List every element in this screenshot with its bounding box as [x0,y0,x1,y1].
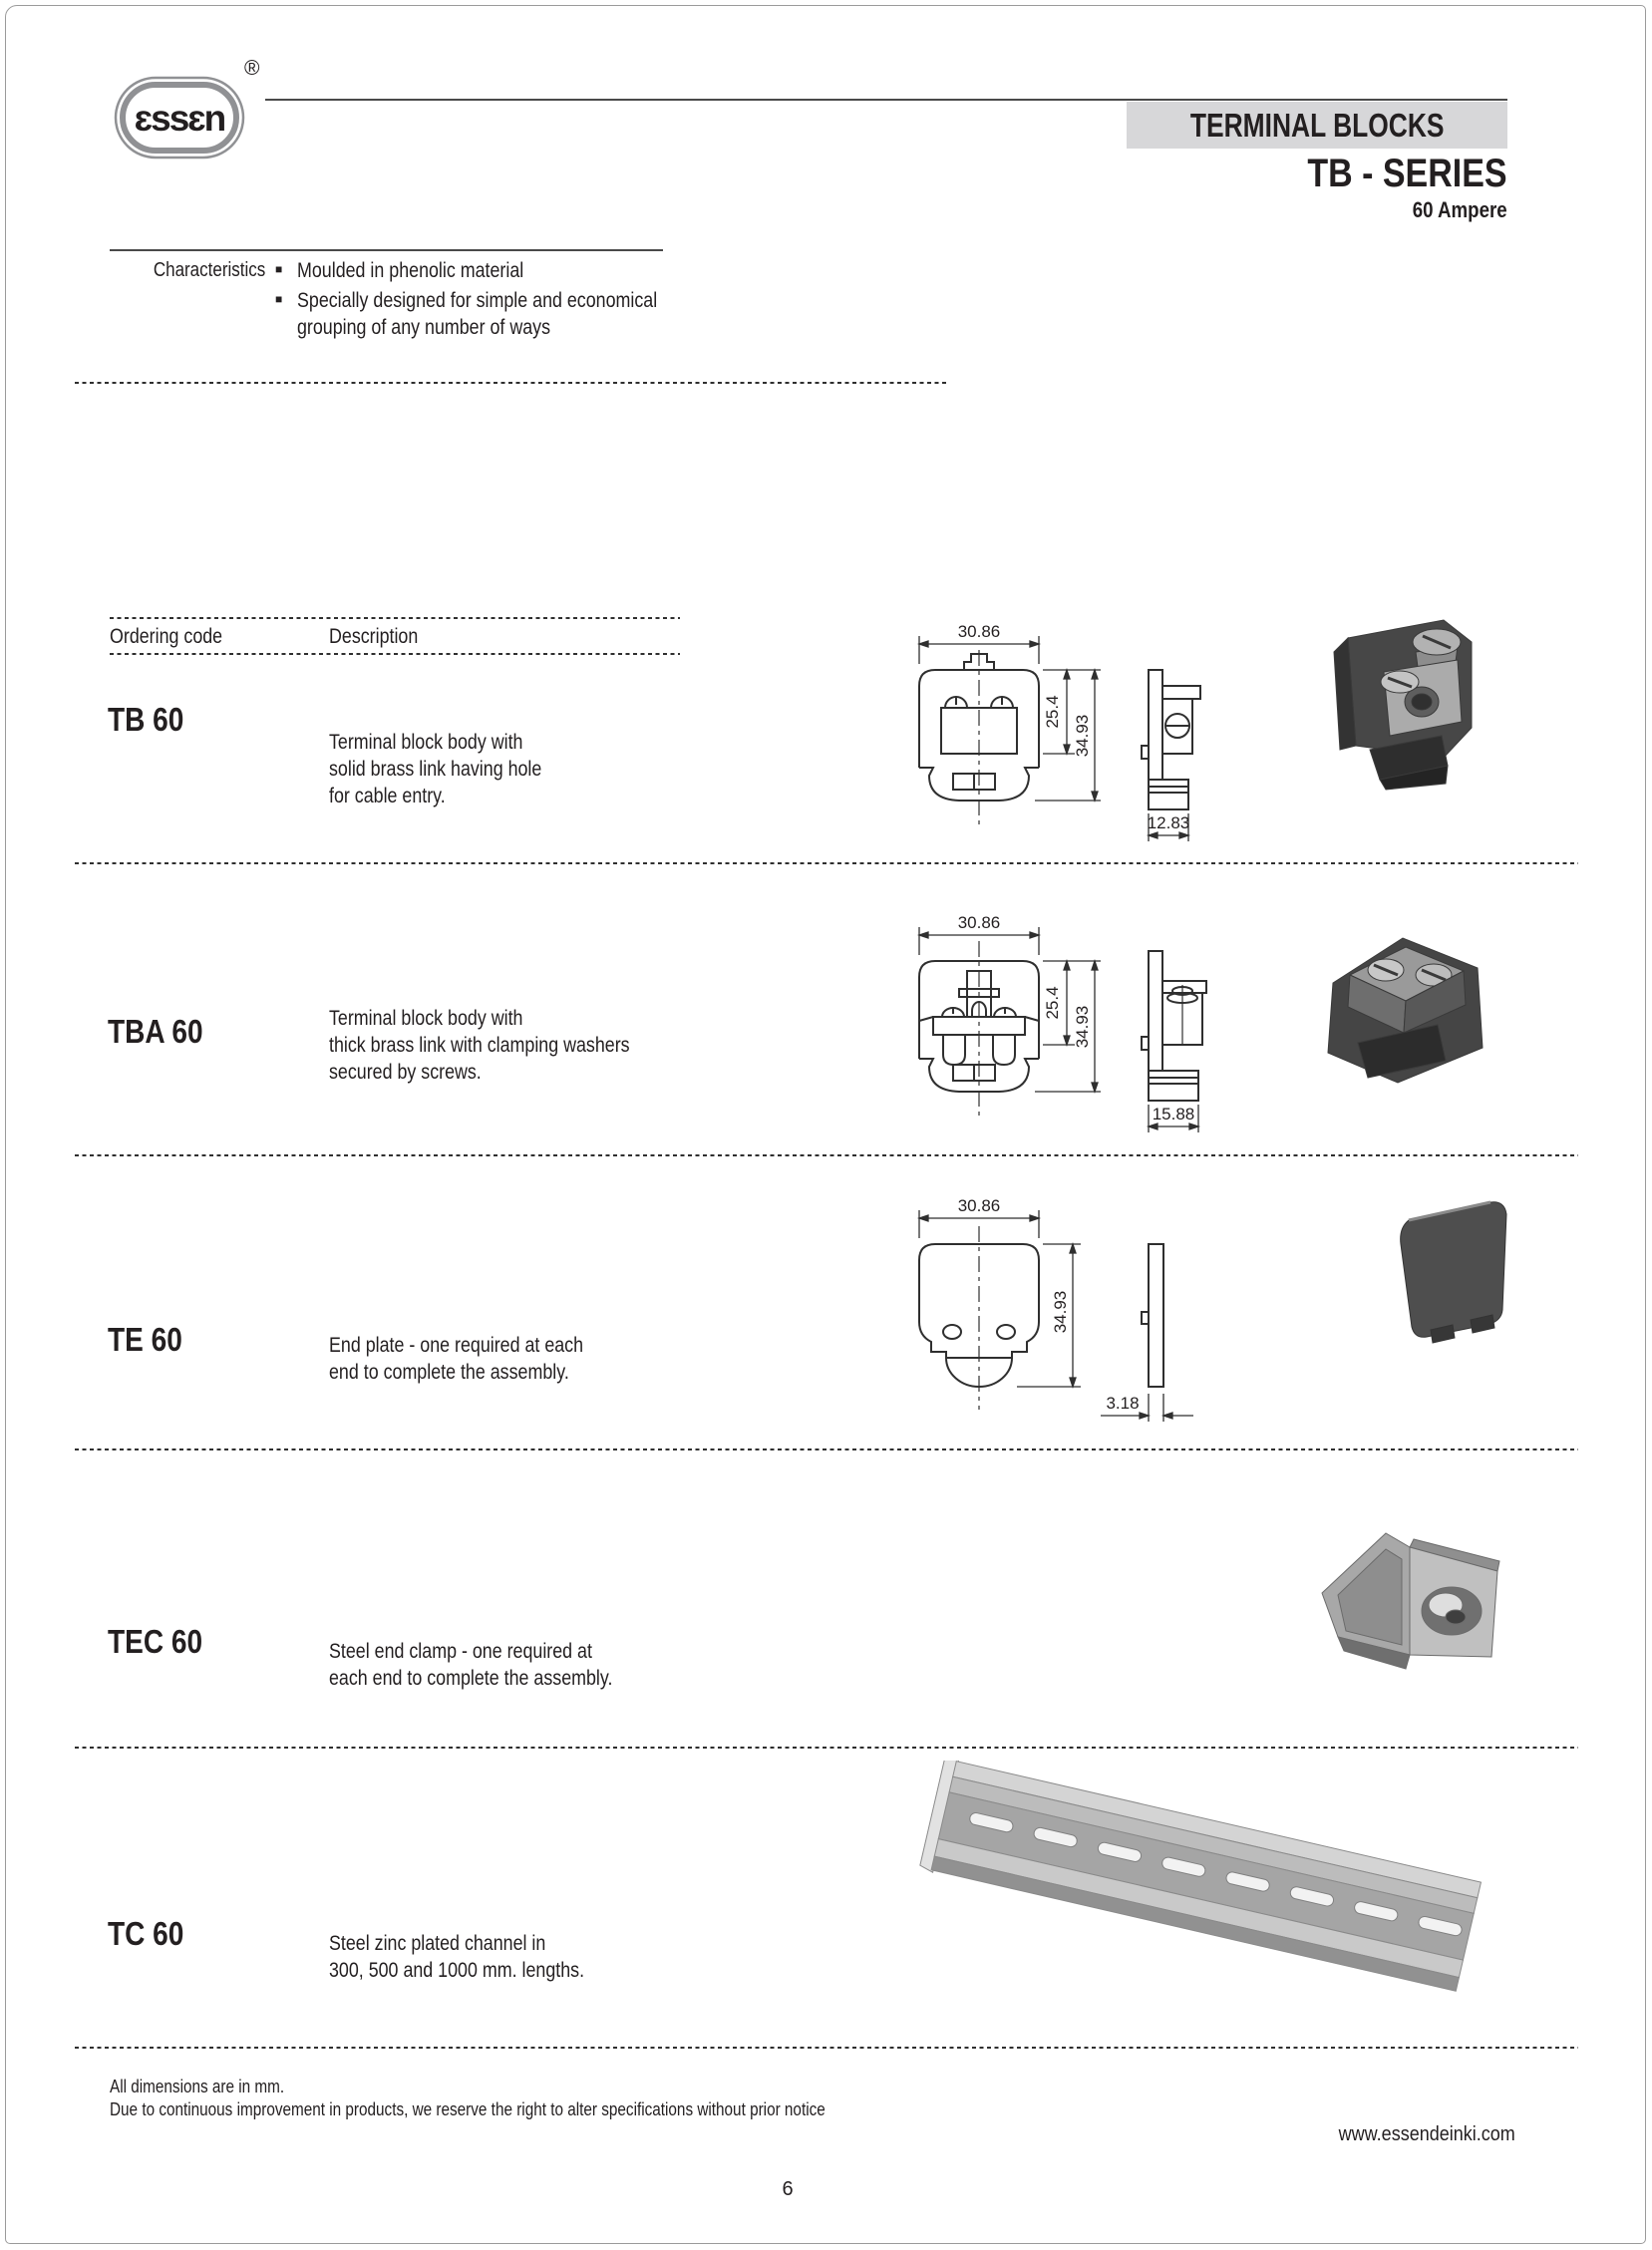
essen-logo [112,70,251,161]
disclaimer-note: Due to continuous improvement in products, we reserve the right to alter specifications without prior notice [110,2099,826,2119]
tc60-product-photo [897,1761,1515,2010]
dotted-separator [75,1747,1578,1749]
side-view-outline [1142,670,1200,809]
square-bullet-icon: ■ [275,292,283,306]
characteristics-label: Characteristics [153,259,265,281]
dotted-separator [75,1154,1578,1156]
banner-label: TERMINAL BLOCKS [1189,106,1445,144]
terminal-blocks-banner [1127,102,1507,149]
din-rail [919,1761,1482,1993]
column-description: Description [329,625,419,648]
dotted-separator [75,1448,1578,1450]
dimension-lines [919,927,1198,1132]
side-view-outline [1142,951,1206,1101]
dotted-separator [110,653,680,655]
dim-depth: 12.83 [1147,813,1190,832]
series-title: TB - SERIES [1307,152,1507,195]
ordering-code: TE 60 [108,1321,182,1358]
dim-inner: 25.4 [1043,695,1062,729]
tb60-technical-drawing [849,608,1268,852]
te60-technical-drawing [849,1182,1268,1437]
ordering-code: TB 60 [108,701,184,738]
tec60-product-photo [1294,1505,1518,1680]
dim-height: 34.93 [1073,1005,1092,1049]
characteristic-item: ■ Moulded in phenolic material [275,259,524,282]
product-description: Terminal block body with thick brass link with clamping washers secured by screws. [329,1007,630,1084]
dim-width: 30.86 [957,1196,1001,1215]
dim-width: 30.86 [957,913,1001,932]
dim-height: 34.93 [1073,714,1092,758]
dim-width: 30.86 [957,622,1001,641]
characteristic-item: ■ Specially designed for simple and economical grouping of any number of ways [275,289,658,339]
dim-depth: 3.18 [1106,1394,1140,1413]
dotted-separator [75,2047,1578,2049]
front-view-outline [919,650,1039,829]
ordering-code: TEC 60 [108,1623,203,1660]
website-url: www.essendeinki.com [1338,2123,1515,2145]
product-description: Steel zinc plated channel in 300, 500 and 1000 mm. lengths. [329,1932,585,1982]
square-bullet-icon: ■ [275,262,283,276]
product-description: Terminal block body with solid brass link having hole for cable entry. [329,731,542,807]
side-view-outline [1142,1244,1163,1387]
dotted-separator [75,382,947,384]
dimensions-note: All dimensions are in mm. [110,2077,285,2096]
tba60-product-photo [1288,913,1517,1101]
dotted-separator [110,617,680,619]
logo-wordmark: ɛssɛn [134,98,225,139]
page-number: 6 [782,2178,794,2200]
dim-height: 34.93 [1051,1290,1070,1334]
ordering-code: TBA 60 [108,1013,203,1050]
dotted-separator [75,862,1578,864]
product-description: Steel end clamp - one required at each end to complete the assembly. [329,1640,613,1690]
characteristics-rule [110,249,663,251]
ordering-code: TC 60 [108,1915,184,1952]
registered-trademark: ® [244,57,260,80]
tba60-technical-drawing [849,899,1268,1148]
product-description: End plate - one required at each end to complete the assembly. [329,1334,584,1384]
column-ordering-code: Ordering code [110,625,223,648]
front-view-outline [919,941,1039,1121]
tb60-product-photo [1296,600,1510,792]
dim-depth: 15.88 [1152,1105,1195,1124]
header-rule [265,99,1507,101]
ampere-rating: 60 Ampere [1413,197,1507,222]
dim-inner: 25.4 [1043,986,1062,1020]
front-view-outline [919,1226,1039,1410]
te60-product-photo [1379,1192,1523,1350]
